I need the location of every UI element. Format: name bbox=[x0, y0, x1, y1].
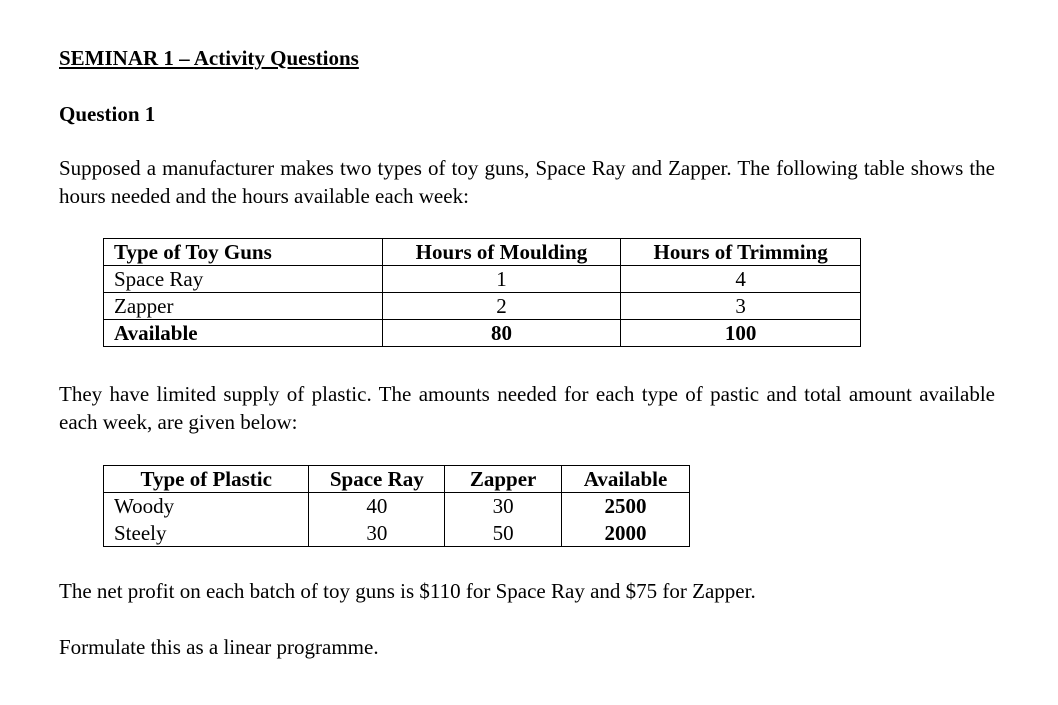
table-row bbox=[104, 520, 690, 547]
table-cell: 2500 bbox=[562, 493, 690, 520]
table-cell: 4 bbox=[621, 266, 861, 293]
table-cell: 30 bbox=[445, 493, 562, 520]
intro-paragraph: Supposed a manufacturer makes two types of toy guns, Space Ray and Zapper. The following table shows the hours needed and the hours available each week: bbox=[59, 156, 995, 208]
table-row bbox=[104, 493, 690, 520]
table-header-cell: Type of Toy Guns bbox=[104, 239, 383, 266]
table-cell: 40 bbox=[309, 493, 445, 520]
table-header-cell: Zapper bbox=[445, 466, 562, 493]
table-cell: 3 bbox=[621, 293, 861, 320]
table-header-cell: Available bbox=[562, 466, 690, 493]
table-header-cell: Space Ray bbox=[309, 466, 445, 493]
table-cell: 2000 bbox=[562, 520, 690, 547]
document-title: SEMINAR 1 – Activity Questions bbox=[59, 46, 359, 70]
table-row bbox=[104, 293, 861, 320]
document-page bbox=[59, 44, 995, 659]
plastic-table bbox=[103, 465, 690, 547]
table-cell: 1 bbox=[382, 266, 621, 293]
table-cell: 30 bbox=[309, 520, 445, 547]
table-cell: Steely bbox=[104, 520, 309, 547]
question-heading: Question 1 bbox=[59, 102, 156, 126]
table-cell: Available bbox=[104, 320, 383, 347]
plastic-paragraph: They have limited supply of plastic. The amounts needed for each type of pastic and total amount available each week, are given below: bbox=[59, 382, 995, 434]
table-header-row bbox=[104, 466, 690, 493]
hours-table bbox=[103, 238, 861, 347]
table-cell: 100 bbox=[621, 320, 861, 347]
table-cell: Zapper bbox=[104, 293, 383, 320]
table-row bbox=[104, 266, 861, 293]
table-header-cell: Hours of Moulding bbox=[382, 239, 621, 266]
table-cell: 50 bbox=[445, 520, 562, 547]
table-header-row bbox=[104, 239, 861, 266]
table-cell: 2 bbox=[382, 293, 621, 320]
table-cell: Woody bbox=[104, 493, 309, 520]
table-header-cell: Type of Plastic bbox=[104, 466, 309, 493]
table-cell: Space Ray bbox=[104, 266, 383, 293]
instruction-paragraph: Formulate this as a linear programme. bbox=[59, 635, 379, 659]
table-header-cell: Hours of Trimming bbox=[621, 239, 861, 266]
table-cell: 80 bbox=[382, 320, 621, 347]
profit-paragraph: The net profit on each batch of toy guns is $110 for Space Ray and $75 for Zapper. bbox=[59, 579, 756, 603]
table-row bbox=[104, 320, 861, 347]
